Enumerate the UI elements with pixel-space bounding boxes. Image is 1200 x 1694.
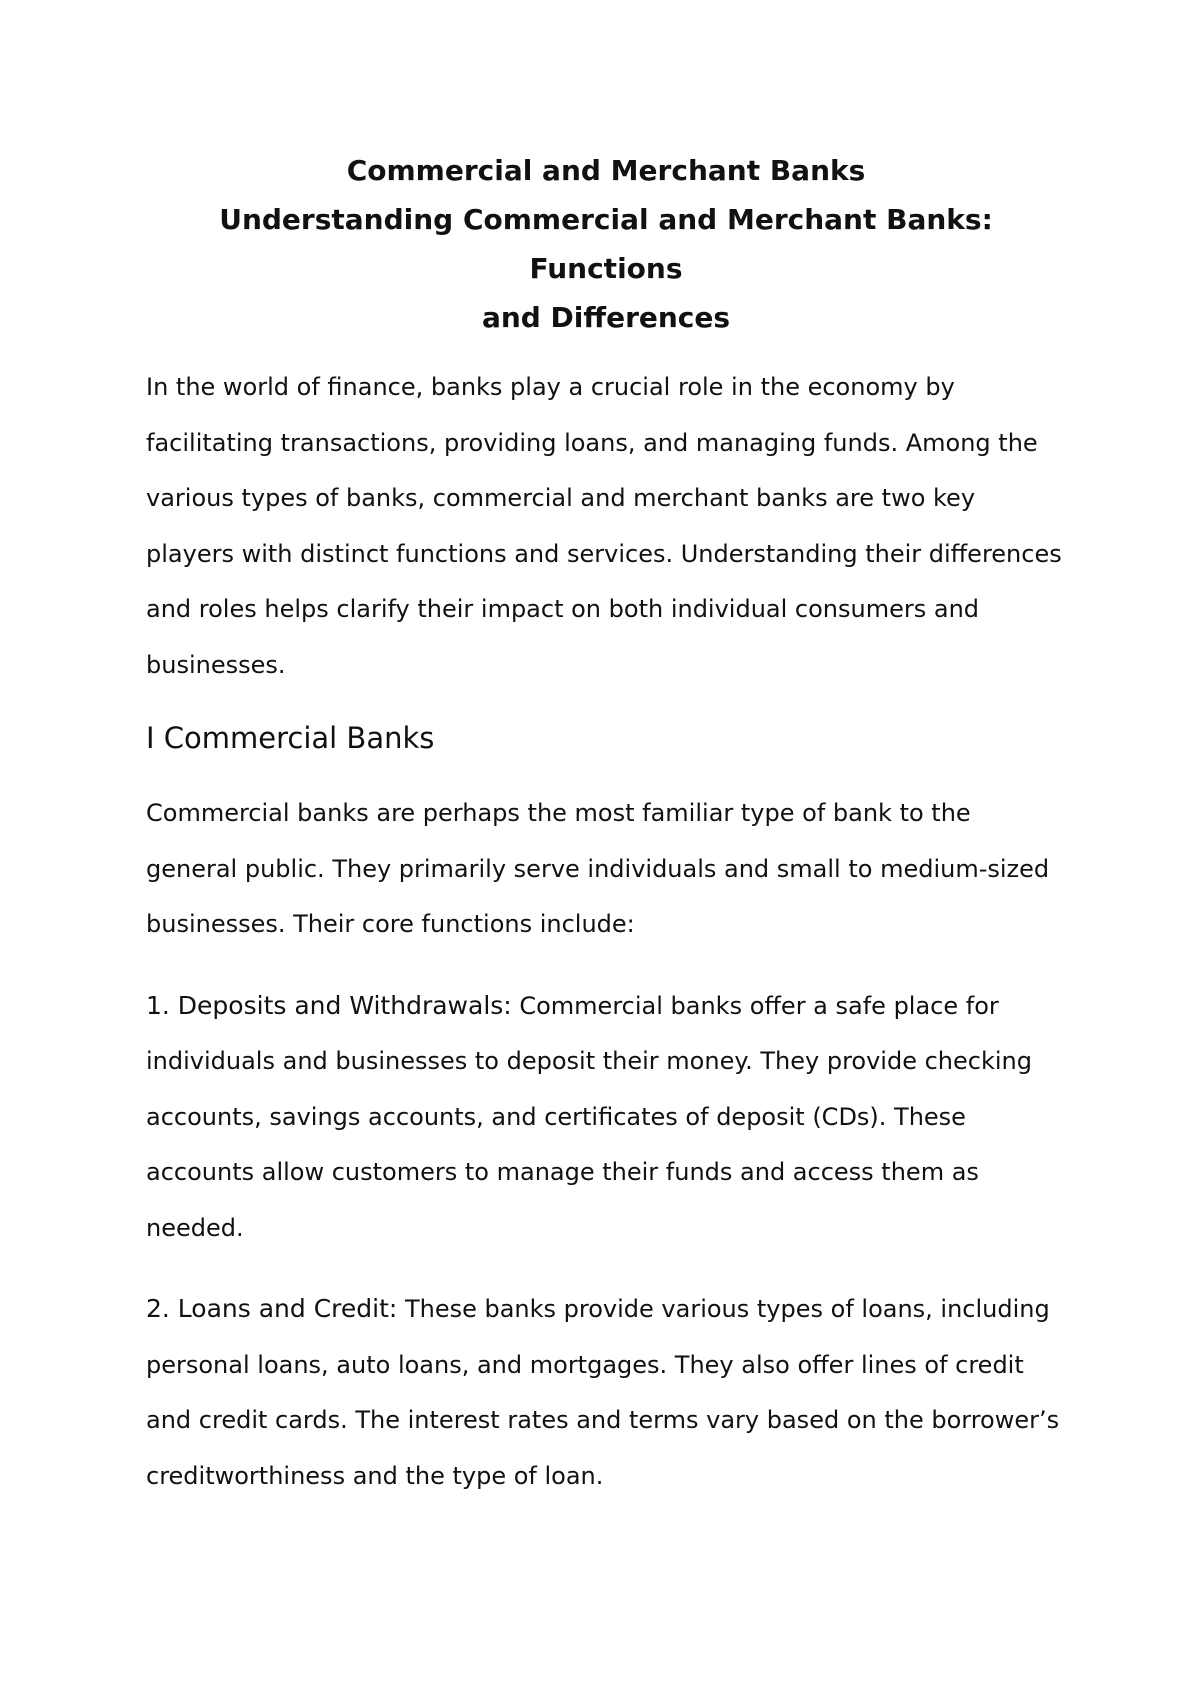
list-item-label: 1. Deposits and Withdrawals:	[146, 990, 512, 1020]
document-content	[146, 146, 1066, 1529]
title-line-2: Understanding Commercial and Merchant Banks: Functions	[219, 203, 993, 285]
list-item-label: 2. Loans and Credit:	[146, 1294, 398, 1323]
list-item-text: These banks provide various types of loans, including personal loans, auto loans, and mortgages. They also offer lines of credit and credit cards. The interest rates and terms vary based on the borrower’s creditworthiness and the type of loan.	[146, 1295, 1060, 1490]
document-title	[146, 146, 1066, 342]
title-line-1: Commercial and Merchant Banks	[346, 154, 866, 187]
section-paragraph: Commercial banks are perhaps the most familiar type of bank to the general public. They primarily serve individuals and small to medium-sized businesses. Their core functions include:	[146, 799, 1050, 938]
section-heading-commercial-banks: I Commercial Banks	[146, 721, 435, 755]
list-item	[146, 978, 1066, 1257]
list-item	[146, 1281, 1066, 1504]
intro-paragraph: In the world of finance, banks play a crucial role in the economy by facilitating transactions, providing loans, and managing funds. Among the various types of banks, commercial and merchant banks are two key players with distinct functions and services. Understanding their differences and roles helps clarify their impact on both individual consumers and businesses.	[146, 373, 1062, 679]
list-item-text: Commercial banks offer a safe place for individuals and businesses to deposit their money. They provide checking accounts, savings accounts, and certificates of deposit (CDs). These accounts allow customers to manage their funds and access them as needed.	[146, 991, 1032, 1242]
title-line-3: and Differences	[481, 301, 731, 334]
